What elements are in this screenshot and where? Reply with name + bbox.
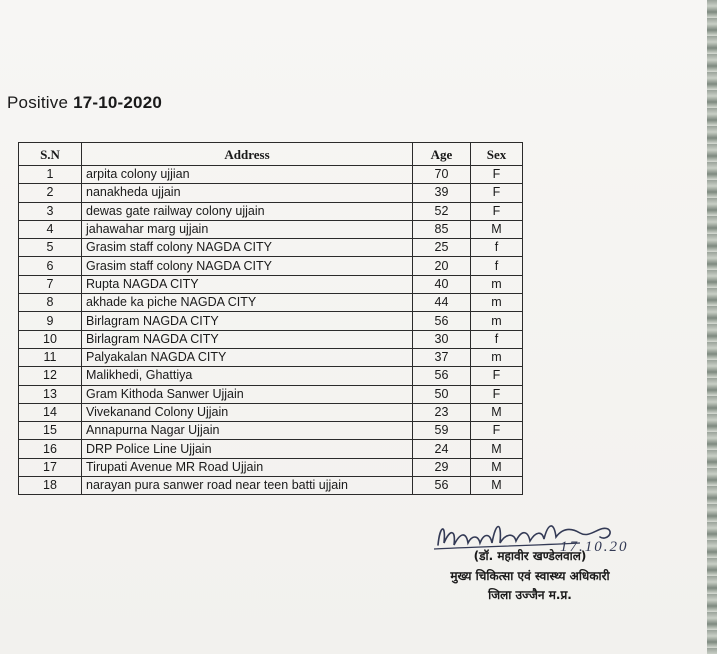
row-sn: 8 <box>19 294 82 312</box>
row-sex: m <box>471 348 523 366</box>
table-header-row <box>19 143 523 166</box>
row-sex: M <box>471 440 523 458</box>
row-sn: 14 <box>19 403 82 421</box>
title-date: 17-10-2020 <box>73 93 163 112</box>
row-address: akhade ka piche NAGDA CITY <box>82 294 413 312</box>
row-sn: 3 <box>19 202 82 220</box>
row-sex: F <box>471 367 523 385</box>
table-row <box>19 477 523 495</box>
row-sn: 13 <box>19 385 82 403</box>
row-address: arpita colony ujjian <box>82 166 413 184</box>
row-sex: F <box>471 184 523 202</box>
row-address: Birlagram NAGDA CITY <box>82 330 413 348</box>
row-sn: 18 <box>19 477 82 495</box>
row-sn: 15 <box>19 422 82 440</box>
row-sex: f <box>471 330 523 348</box>
row-address: dewas gate railway colony ujjain <box>82 202 413 220</box>
header-sn: S.N <box>19 143 82 166</box>
row-sn: 4 <box>19 220 82 238</box>
row-age: 40 <box>413 275 471 293</box>
row-sn: 12 <box>19 367 82 385</box>
table-row <box>19 202 523 220</box>
row-sex: m <box>471 294 523 312</box>
row-age: 29 <box>413 458 471 476</box>
header-age: Age <box>413 143 471 166</box>
scan-edge <box>707 0 717 654</box>
table-row <box>19 220 523 238</box>
row-address: Rupta NAGDA CITY <box>82 275 413 293</box>
row-age: 50 <box>413 385 471 403</box>
row-address: narayan pura sanwer road near teen batti ujjain <box>82 477 413 495</box>
row-address: Grasim staff colony NAGDA CITY <box>82 257 413 275</box>
row-address: Tirupati Avenue MR Road Ujjain <box>82 458 413 476</box>
table-row <box>19 348 523 366</box>
table-row <box>19 385 523 403</box>
row-sex: f <box>471 257 523 275</box>
row-sn: 10 <box>19 330 82 348</box>
title-prefix: Positive <box>7 93 74 112</box>
table-row <box>19 166 523 184</box>
row-age: 56 <box>413 312 471 330</box>
header-address: Address <box>82 143 413 166</box>
row-address: Birlagram NAGDA CITY <box>82 312 413 330</box>
table-row <box>19 184 523 202</box>
row-sex: M <box>471 477 523 495</box>
table-row <box>19 440 523 458</box>
row-age: 20 <box>413 257 471 275</box>
row-sn: 1 <box>19 166 82 184</box>
row-sex: M <box>471 458 523 476</box>
row-age: 52 <box>413 202 471 220</box>
row-age: 59 <box>413 422 471 440</box>
row-age: 56 <box>413 367 471 385</box>
row-age: 56 <box>413 477 471 495</box>
row-sex: m <box>471 275 523 293</box>
row-age: 70 <box>413 166 471 184</box>
row-address: Gram Kithoda Sanwer Ujjain <box>82 385 413 403</box>
table-row <box>19 458 523 476</box>
table-row <box>19 403 523 421</box>
row-address: Palyakalan NAGDA CITY <box>82 348 413 366</box>
row-address: Malikhedi, Ghattiya <box>82 367 413 385</box>
row-sn: 6 <box>19 257 82 275</box>
table-row <box>19 294 523 312</box>
page-title <box>7 93 162 113</box>
table-row <box>19 275 523 293</box>
signature-block <box>400 515 660 635</box>
table-row <box>19 330 523 348</box>
row-address: nanakheda ujjain <box>82 184 413 202</box>
row-sex: F <box>471 422 523 440</box>
row-sex: M <box>471 220 523 238</box>
row-age: 23 <box>413 403 471 421</box>
row-sn: 9 <box>19 312 82 330</box>
row-address: DRP Police Line Ujjain <box>82 440 413 458</box>
header-sex: Sex <box>471 143 523 166</box>
row-sex: M <box>471 403 523 421</box>
row-sn: 2 <box>19 184 82 202</box>
row-age: 24 <box>413 440 471 458</box>
row-sex: F <box>471 202 523 220</box>
row-age: 37 <box>413 348 471 366</box>
signatory-designation: मुख्य चिकित्सा एवं स्वास्थ्य अधिकारी <box>450 569 610 583</box>
row-sex: F <box>471 166 523 184</box>
signatory-name: (डॉ. महावीर खण्डेलवाल) <box>473 549 587 563</box>
row-address: Annapurna Nagar Ujjain <box>82 422 413 440</box>
row-address: jahawahar marg ujjain <box>82 220 413 238</box>
row-sex: f <box>471 239 523 257</box>
row-sn: 17 <box>19 458 82 476</box>
row-sn: 5 <box>19 239 82 257</box>
row-sn: 11 <box>19 348 82 366</box>
row-sex: m <box>471 312 523 330</box>
positive-cases-table <box>18 142 523 495</box>
table-row <box>19 312 523 330</box>
row-address: Grasim staff colony NAGDA CITY <box>82 239 413 257</box>
table-row <box>19 257 523 275</box>
row-age: 25 <box>413 239 471 257</box>
row-age: 44 <box>413 294 471 312</box>
row-sn: 7 <box>19 275 82 293</box>
row-age: 85 <box>413 220 471 238</box>
signatory-district: जिला उज्जैन म.प्र. <box>488 588 572 602</box>
table-row <box>19 239 523 257</box>
table-row <box>19 422 523 440</box>
handwritten-date: 17.10.20 <box>560 539 629 555</box>
row-sn: 16 <box>19 440 82 458</box>
row-age: 39 <box>413 184 471 202</box>
row-sex: F <box>471 385 523 403</box>
row-address: Vivekanand Colony Ujjain <box>82 403 413 421</box>
row-age: 30 <box>413 330 471 348</box>
table-row <box>19 367 523 385</box>
